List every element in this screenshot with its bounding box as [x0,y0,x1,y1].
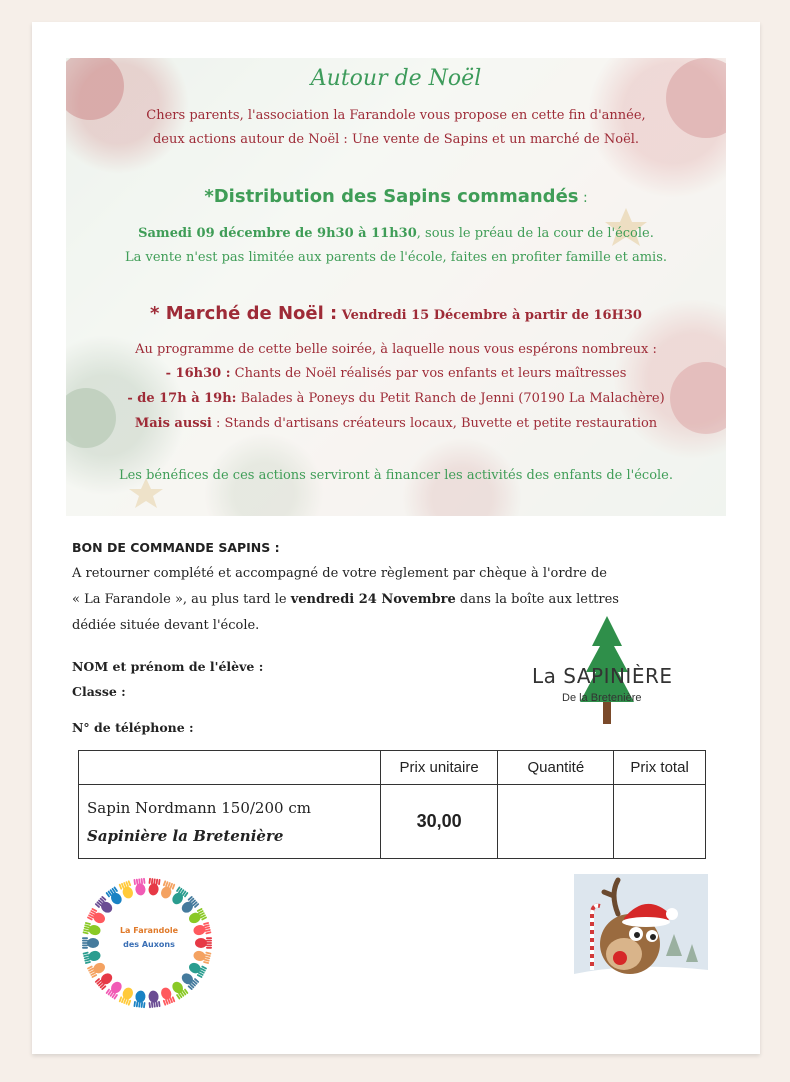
distribution-heading [66,186,726,207]
program-item-3-label: Mais aussi [134,416,212,431]
header-blank [79,751,381,785]
program-item-3-text: : Stands d'artisans créateurs locaux, Buvette et petite restauration [211,416,658,431]
sapiniere-logo-subtitle: De la Bretenière [562,692,642,704]
order-form-heading: BON DE COMMANDE SAPINS : [72,540,280,555]
program-item-2-time: - de 17h à 19h: [127,391,237,406]
sapiniere-logo-title: La SAPINIÈRE [532,664,673,688]
order-table [78,750,706,859]
phone-field[interactable]: N° de téléphone : [72,720,194,735]
reindeer-icon [574,874,708,984]
header-unit-price: Prix unitaire [380,751,498,785]
order-form-line-1: A retourner complété et accompagné de votre règlement par chèque à l'ordre de [72,566,607,581]
distribution-note: La vente n'est pas limitée aux parents de l'école, faites en profiter famille et amis. [124,250,668,265]
hand-print [147,990,160,1008]
market-heading-line [66,303,726,324]
order-table-header-row [79,751,706,785]
class-field[interactable]: Classe : [72,684,126,699]
program-item-1-time: - 16h30 : [165,366,231,381]
hand-print [195,937,212,948]
unit-price-value: 30,00 [380,785,498,859]
distribution-place: , sous le préau de la cour de l'école. [416,226,654,241]
program-item-3 [66,416,726,431]
market-date: Vendredi 15 Décembre à partir de 16H30 [337,308,642,323]
order-form-line-2-suffix: dans la boîte aux lettres [455,592,619,607]
header-quantity: Quantité [498,751,614,785]
order-form-line-2-prefix: « La Farandole », au plus tard le [72,592,291,607]
order-form-deadline: vendredi 24 Novembre [290,592,456,607]
hand-print [83,922,102,937]
hand-print [192,922,211,937]
table-row [79,785,706,859]
intro-line-1: Chers parents, l'association la Farandole vous propose en cette fin d'année, [146,108,646,123]
hand-print [192,949,211,964]
banner-footer: Les bénéfices de ces actions serviront à financer les activités des enfants de l'école. [118,468,674,483]
program-item-1-text: Chants de Noël réalisés par vos enfants et leurs maîtresses [230,366,627,381]
hand-print [147,878,160,896]
program-item-1 [66,366,726,381]
distribution-date: Samedi 09 décembre de 9h30 à 11h30 [138,226,417,241]
farandole-logo-line-1: La Farandole [119,926,179,935]
program-item-2 [66,391,726,406]
quantity-cell[interactable] [498,785,614,859]
christmas-banner [66,58,726,516]
total-price-cell[interactable] [614,785,706,859]
program-item-2-text: Balades à Poneys du Petit Ranch de Jenni (70190 La Malachère) [236,391,665,406]
banner-title: Autour de Noël [310,66,482,91]
hand-print [83,949,102,964]
product-cell [79,785,381,859]
hand-print [133,990,146,1008]
distribution-date-line [66,226,726,241]
intro-line-2: deux actions autour de Noël : Une vente de Sapins et un marché de Noël. [152,132,640,147]
product-name: Sapin Nordmann 150/200 cm [87,798,311,817]
flyer-page [32,22,760,1054]
student-name-field[interactable]: NOM et prénom de l'élève : [72,659,264,674]
sapiniere-logo [532,616,682,726]
order-form-line-3: dédiée située devant l'école. [72,618,260,633]
ornaments-decoration [66,58,726,516]
distribution-heading-colon: : [578,190,588,206]
farandole-logo-line-2: des Auxons [123,940,175,949]
hand-print [133,878,146,896]
header-total-price: Prix total [614,751,706,785]
program-intro: Au programme de cette belle soirée, à laquelle nous vous espérons nombreux : [135,342,657,357]
hand-print [82,937,99,948]
product-supplier: Sapinière la Bretenière [87,826,284,845]
market-heading: * Marché de Noël : [150,303,338,324]
order-form-line-2 [72,592,619,607]
reindeer-illustration [574,874,708,984]
distribution-heading-text: *Distribution des Sapins commandés [204,186,579,207]
farandole-logo [72,868,222,1018]
